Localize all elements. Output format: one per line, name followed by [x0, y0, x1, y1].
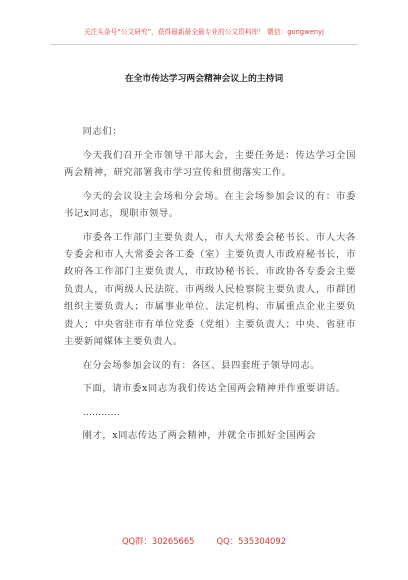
paragraph-closing: 刚才，x同志传达了两会精神，并就全市抓好全国两会: [82, 430, 317, 442]
paragraph-1: 今天我们召开全市领导干部大会，主要任务是：传达学习全国两会精神，研究部署我市学习宣传和贯彻落实工作。: [64, 149, 356, 178]
ellipsis-separator: …………: [82, 406, 120, 418]
document-title: 在全市传达学习两会精神会议上的主持词: [124, 74, 284, 84]
document-body: [64, 123, 356, 451]
paragraph-5: 下面，请市委x同志为我们传达全国两会精神并作重要讲话。: [82, 383, 346, 395]
paragraph-3: 市委各工作部门主要负责人，市人大常委会秘书长、市人大各专委会和市人大常委会各工委（室）主要负责人市政府秘书长，市政府各工作部门主要负责人，市政协秘书长、市政协各专委会主要负责人，市两级人民法院、市两级人民检察院主要负责人，市群团组织主要负责人；市属事业单位、法定机构、市属重点企业主要负责人；中央省驻市有单位党委（党组）主要负责人；中央、省驻市主要新闻媒体主要负责人。: [64, 231, 356, 348]
footer-qq-group: QQ群：30265665: [121, 536, 195, 546]
header-divider: [50, 44, 358, 45]
footer-contact: [0, 535, 408, 547]
salutation: 同志们：: [82, 126, 123, 137]
paragraph-4: 在分会场参加会议的有：各区、县四套班子领导同志。: [82, 359, 321, 371]
footer-qq-number: QQ：535304092: [216, 536, 287, 546]
paragraph-2: 今天的会议设主会场和分会场。在主会场参加会议的有：市委书记x同志，现职市领导。: [64, 190, 356, 219]
promo-banner: 关注头条号“公文研究”，获得最新最全最专业的公文资料库！ 微信：gongwenyj: [83, 28, 325, 36]
